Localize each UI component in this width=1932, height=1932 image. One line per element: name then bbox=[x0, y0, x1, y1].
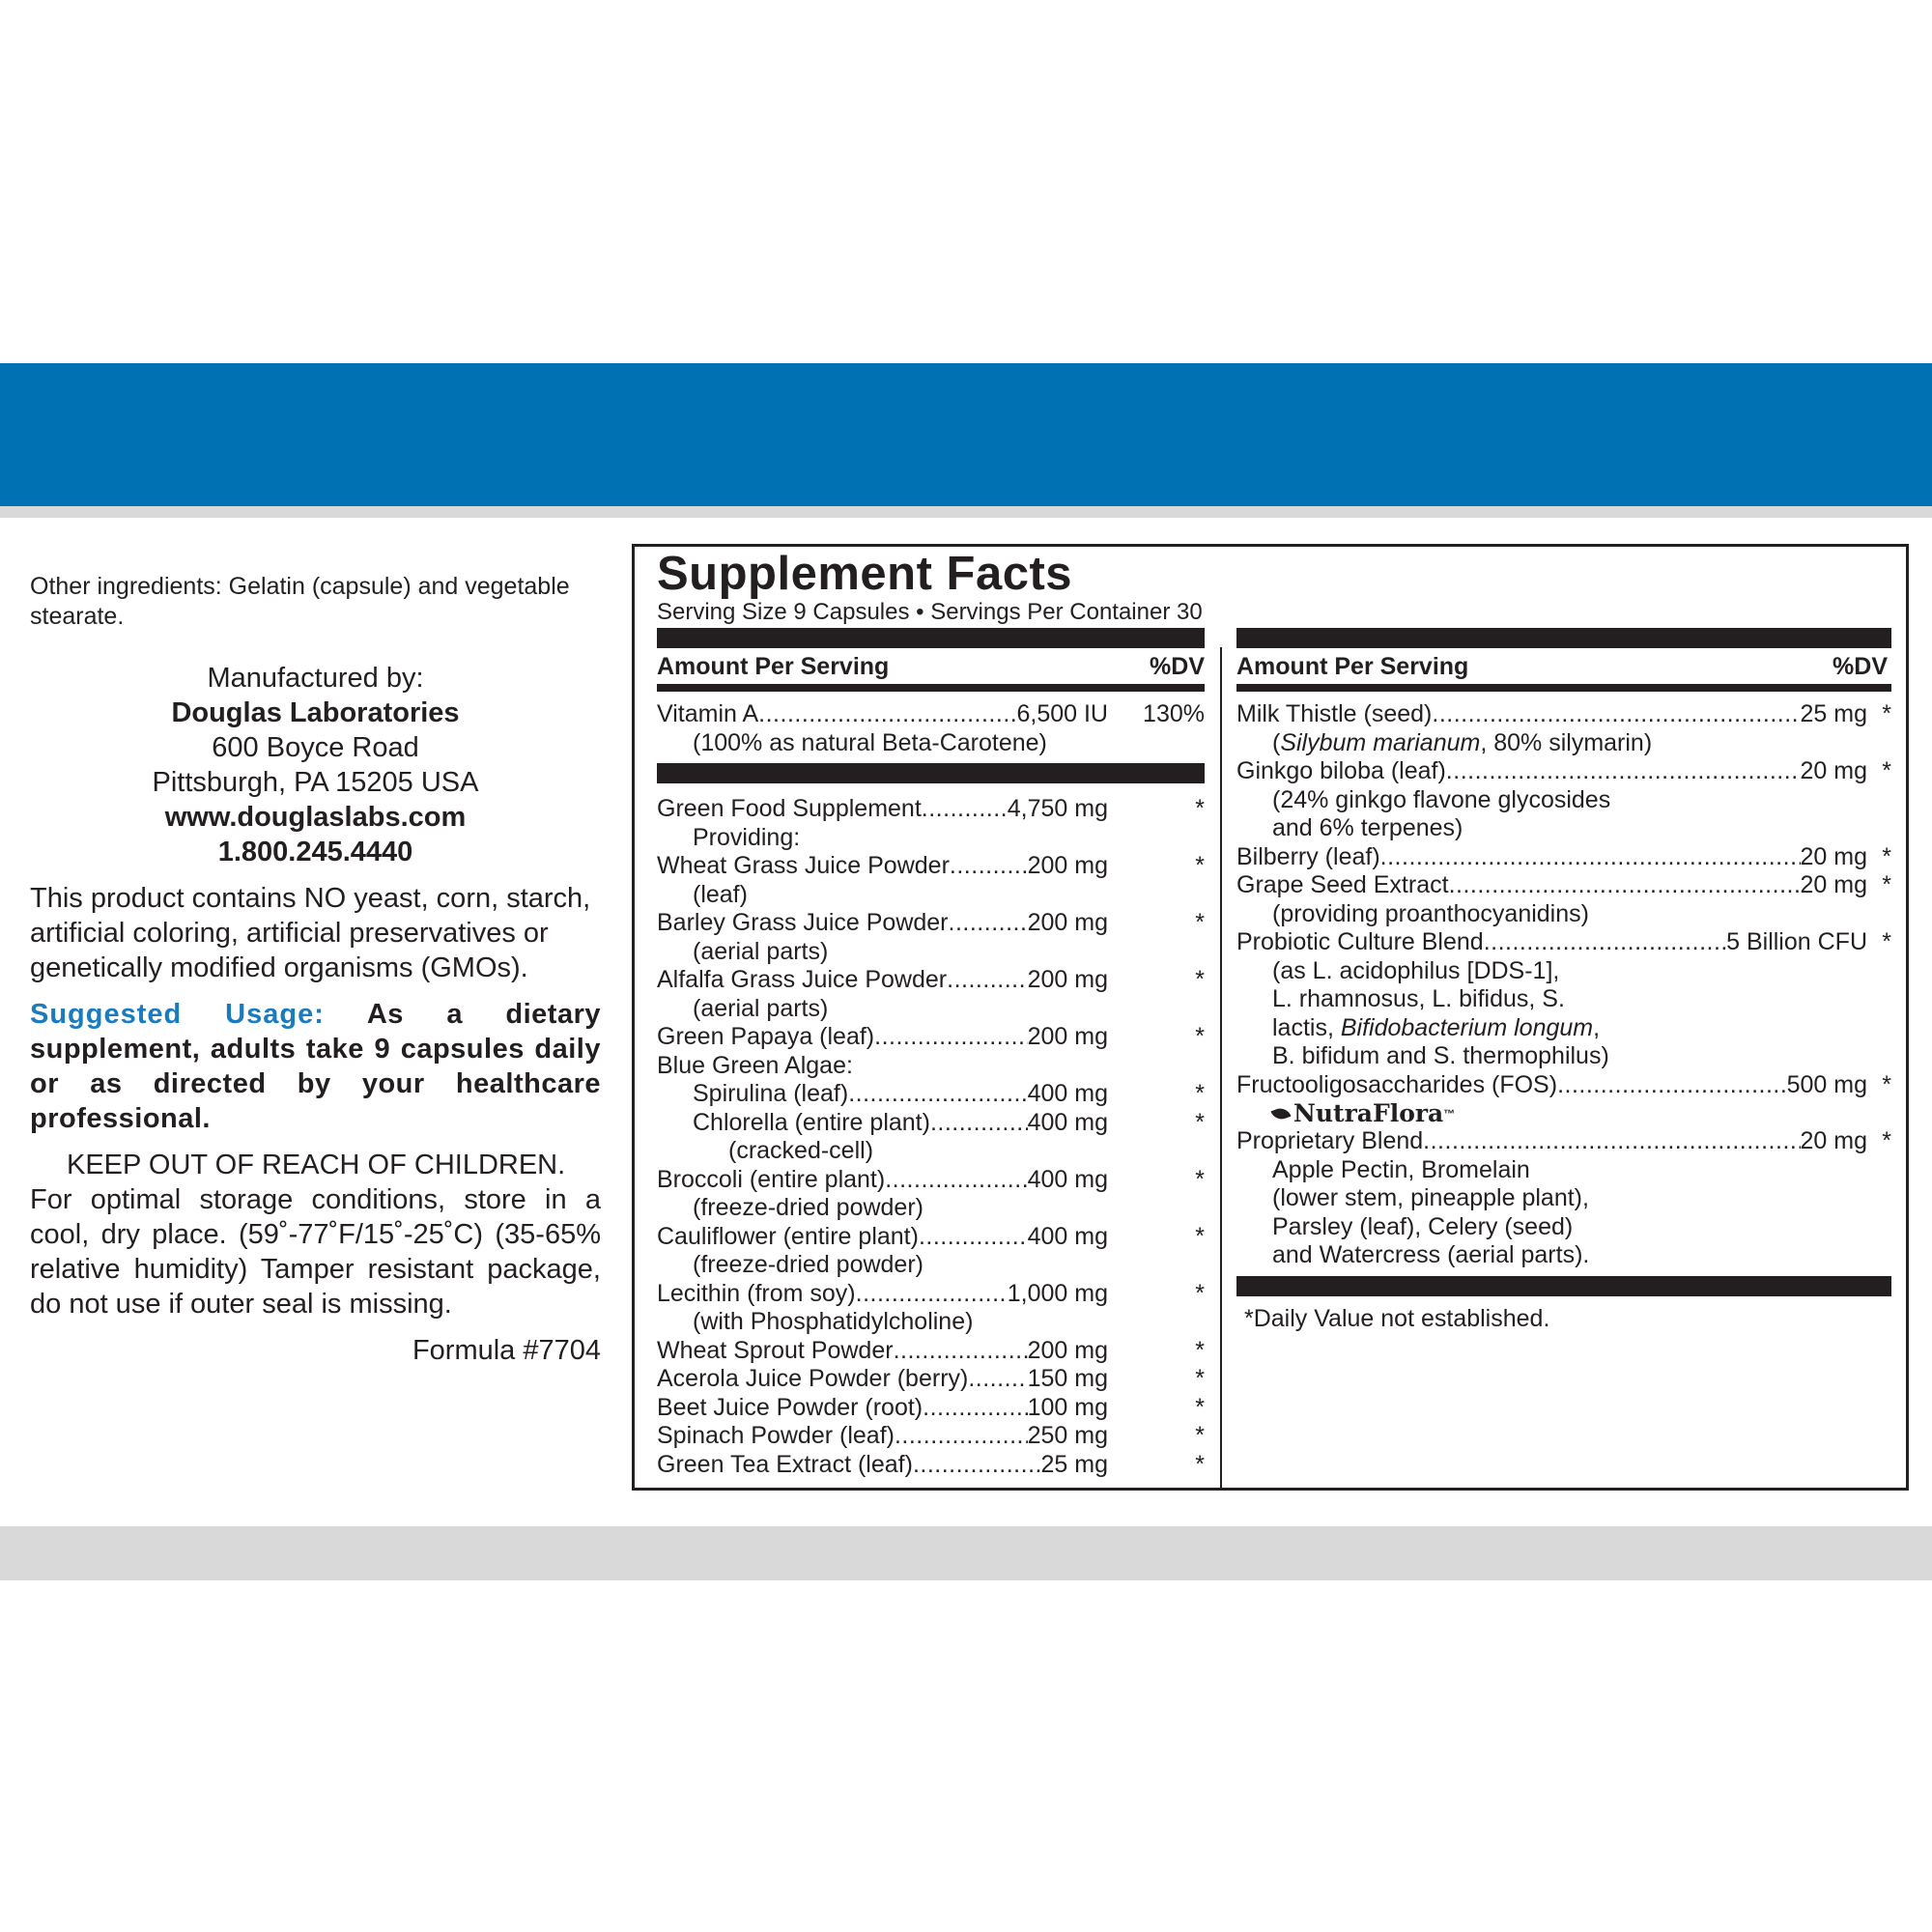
ingredient-row-green-papaya: Green Papaya (leaf) ..... 200 mg * bbox=[657, 1023, 1205, 1052]
ingredient-sub: Parsley (leaf), Celery (seed) bbox=[1272, 1212, 1574, 1240]
address-line-1: 600 Boyce Road bbox=[212, 732, 419, 763]
address-line-2: Pittsburgh, PA 15205 USA bbox=[152, 767, 479, 798]
ingredient-row-chlorella: Chlorella (entire plant) ..... 400 mg * bbox=[657, 1109, 1205, 1138]
thin-rule bbox=[657, 684, 1205, 692]
ingredient-sub: (as L. acidophilus [DDS-1], bbox=[1272, 956, 1560, 984]
ingredient-row-milk-thistle: Milk Thistle (seed) ..... 25 mg * bbox=[1236, 700, 1891, 729]
formula-number: Formula #7704 bbox=[412, 1335, 601, 1366]
nutrient-sub: (100% as natural Beta-Carotene) bbox=[693, 728, 1047, 756]
serving-info: Serving Size 9 Capsules • Servings Per Container 30 bbox=[657, 599, 1203, 625]
ingredient-sub: (freeze-dried powder) bbox=[693, 1251, 923, 1278]
ingredient-row-spirulina: Spirulina (leaf) ..... 400 mg * bbox=[657, 1080, 1205, 1109]
ingredient-sub: (24% ginkgo flavone glycosides bbox=[1272, 785, 1611, 813]
facts-column-right bbox=[1236, 628, 1891, 1333]
thick-rule bbox=[1236, 628, 1891, 648]
daily-value-footnote: *Daily Value not established. bbox=[1244, 1304, 1550, 1332]
ingredient-sub: (providing proanthocyanidins) bbox=[1272, 899, 1589, 927]
ingredient-row-green-tea: Green Tea Extract (leaf) ..... 25 mg * bbox=[657, 1451, 1205, 1480]
ingredient-row-broccoli: Broccoli (entire plant) ..... 400 mg * bbox=[657, 1166, 1205, 1195]
header-dv: %DV bbox=[1833, 652, 1888, 680]
nutraflora-logo: NutraFlora ™ bbox=[1236, 1099, 1891, 1127]
other-ingredients: Other ingredients: Gelatin (capsule) and vegetable stearate. bbox=[30, 573, 570, 630]
header-blue-band bbox=[0, 363, 1932, 506]
ingredient-row-grape-seed: Grape Seed Extract ..... 20 mg * bbox=[1236, 871, 1891, 900]
leaf-icon bbox=[1270, 1105, 1291, 1122]
column-divider bbox=[1220, 647, 1222, 1491]
thin-rule bbox=[1236, 684, 1891, 692]
column-header bbox=[657, 648, 1205, 684]
ingredient-row-barley-grass: Barley Grass Juice Powder ..... 200 mg * bbox=[657, 909, 1205, 938]
label-left-column bbox=[30, 572, 601, 1368]
thick-rule bbox=[1236, 1276, 1891, 1296]
storage-instructions: For optimal storage conditions, store in a cool, dry place. (59˚-77˚F/15˚-25˚C) (35-65% relative humidity) Tamper resistant package, do not use if outer seal is missing. bbox=[30, 1184, 601, 1320]
header-dv: %DV bbox=[1150, 652, 1205, 680]
ingredient-sub: L. rhamnosus, L. bifidus, S. bbox=[1272, 985, 1565, 1012]
ingredient-sub: (lower stem, pineapple plant), bbox=[1272, 1184, 1589, 1211]
grey-stripe-top bbox=[0, 506, 1932, 518]
ingredient-row-beet: Beet Juice Powder (root) ..... 100 mg * bbox=[657, 1394, 1205, 1423]
ingredient-row-blue-green-algae: Blue Green Algae: bbox=[657, 1051, 853, 1079]
ingredient-sub: (freeze-dried powder) bbox=[693, 1194, 923, 1221]
manufacturer-block bbox=[30, 661, 601, 869]
grey-stripe-bottom bbox=[0, 1526, 1932, 1580]
ingredient-row-fos: Fructooligosaccharides (FOS) ..... 500 mg * bbox=[1236, 1071, 1891, 1100]
facts-column-left bbox=[657, 628, 1205, 1479]
keep-out-warning: KEEP OUT OF REACH OF CHILDREN. bbox=[67, 1150, 566, 1180]
ingredient-row-alfalfa: Alfalfa Grass Juice Powder ..... 200 mg * bbox=[657, 966, 1205, 995]
ingredient-sub: and Watercress (aerial parts). bbox=[1272, 1241, 1590, 1268]
manufactured-by-label: Manufactured by: bbox=[207, 663, 424, 694]
ingredient-sub: (Silybum marianum, 80% silymarin) bbox=[1272, 728, 1653, 756]
suggested-usage-text: As a dietary supplement, adults take 9 capsules daily or as directed by your healthcare professional. bbox=[30, 999, 601, 1134]
ingredient-row-proprietary-blend: Proprietary Blend ..... 20 mg * bbox=[1236, 1127, 1891, 1156]
thick-rule bbox=[657, 763, 1205, 783]
ingredient-row-green-food: Green Food Supplement ..... 4,750 mg * bbox=[657, 795, 1205, 824]
contains-no-statement: This product contains NO yeast, corn, starch, artificial coloring, artificial preservatives or genetically modified organisms (GMOs). bbox=[30, 883, 591, 983]
suggested-usage bbox=[30, 997, 601, 1136]
ingredient-row-lecithin: Lecithin (from soy) ..... 1,000 mg * bbox=[657, 1280, 1205, 1309]
company-name: Douglas Laboratories bbox=[171, 697, 460, 728]
ingredient-row-cauliflower: Cauliflower (entire plant) ..... 400 mg * bbox=[657, 1223, 1205, 1252]
ingredient-row-wheat-grass: Wheat Grass Juice Powder ..... 200 mg * bbox=[657, 852, 1205, 881]
nutrient-row-vitamin-a: Vitamin A ..... 6,500 IU 130% bbox=[657, 700, 1205, 729]
ingredient-sub: Providing: bbox=[693, 823, 801, 851]
ingredient-sub: (cracked-cell) bbox=[728, 1137, 874, 1164]
facts-title: Supplement Facts bbox=[657, 548, 1073, 600]
ingredient-row-spinach: Spinach Powder (leaf) ..... 250 mg * bbox=[657, 1422, 1205, 1451]
ingredient-sub: and 6% terpenes) bbox=[1272, 814, 1463, 841]
phone-number: 1.800.245.4440 bbox=[217, 837, 413, 867]
ingredient-sub: (aerial parts) bbox=[693, 994, 829, 1022]
ingredient-sub: B. bifidum and S. thermophilus) bbox=[1272, 1042, 1609, 1069]
ingredient-sub: (aerial parts) bbox=[693, 937, 829, 965]
ingredient-sub: (leaf) bbox=[693, 880, 748, 908]
suggested-usage-label: Suggested Usage: bbox=[30, 999, 325, 1030]
thick-rule bbox=[657, 628, 1205, 648]
ingredient-sub: lactis, Bifidobacterium longum, bbox=[1272, 1013, 1601, 1041]
header-amount: Amount Per Serving bbox=[1236, 652, 1469, 680]
header-amount: Amount Per Serving bbox=[657, 652, 890, 680]
ingredient-sub: (with Phosphatidylcholine) bbox=[693, 1308, 974, 1335]
ingredient-row-probiotic: Probiotic Culture Blend ..... 5 Billion CFU * bbox=[1236, 928, 1891, 957]
ingredient-row-wheat-sprout: Wheat Sprout Powder ..... 200 mg * bbox=[657, 1337, 1205, 1366]
ingredient-row-acerola: Acerola Juice Powder (berry) ..... 150 mg * bbox=[657, 1365, 1205, 1394]
supplement-facts-panel bbox=[632, 544, 1909, 1491]
column-header bbox=[1236, 648, 1891, 684]
ingredient-row-bilberry: Bilberry (leaf) ..... 20 mg * bbox=[1236, 843, 1891, 872]
ingredient-row-ginkgo: Ginkgo biloba (leaf) ..... 20 mg * bbox=[1236, 757, 1891, 786]
website: www.douglaslabs.com bbox=[164, 802, 467, 833]
ingredient-sub: Apple Pectin, Bromelain bbox=[1272, 1155, 1530, 1183]
